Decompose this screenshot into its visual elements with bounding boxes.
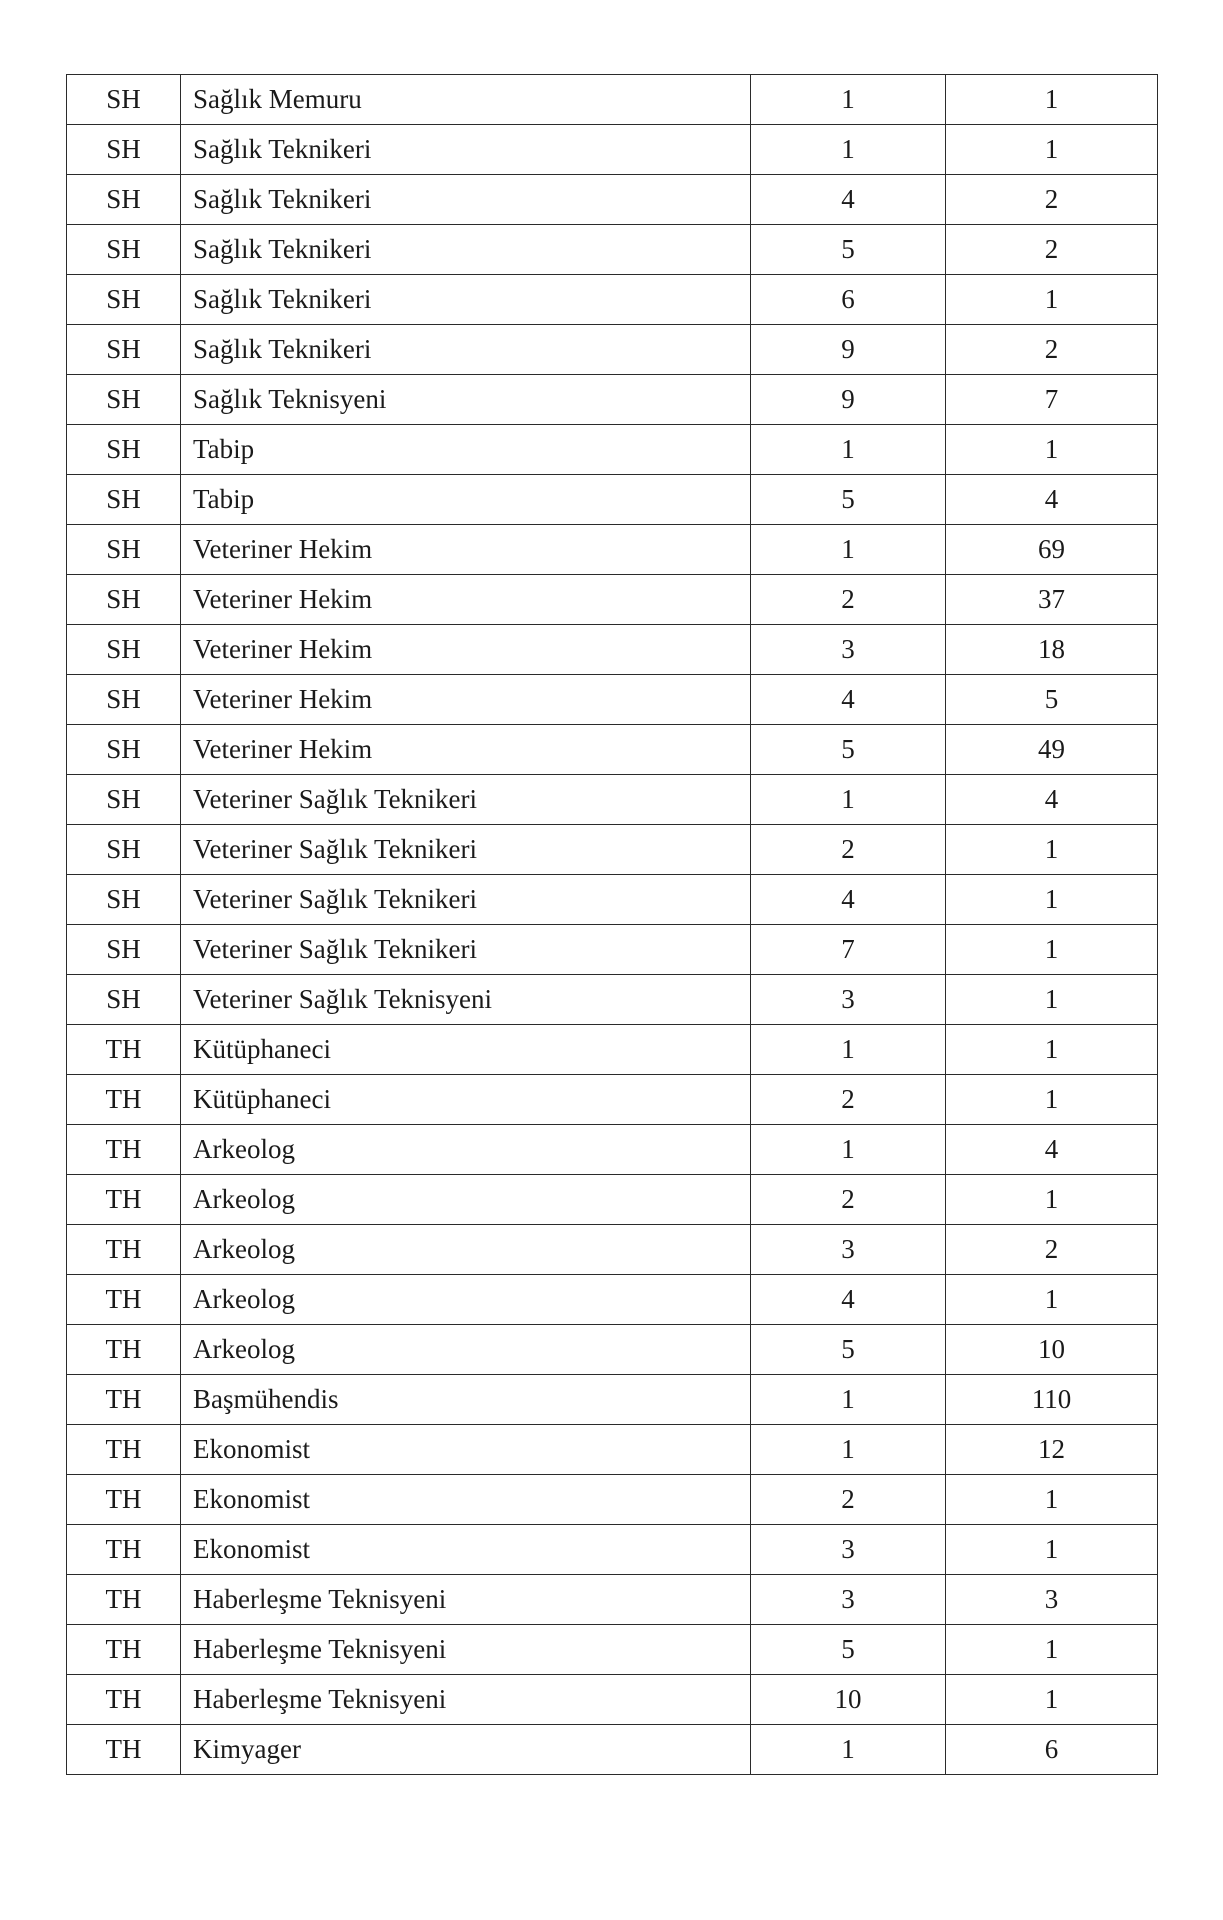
count-cell: 4 (946, 775, 1158, 825)
title-cell: Sağlık Teknikeri (181, 225, 751, 275)
title-cell: Sağlık Teknisyeni (181, 375, 751, 425)
degree-cell: 1 (751, 125, 946, 175)
degree-cell: 1 (751, 1025, 946, 1075)
table-row (67, 625, 1158, 675)
class-cell: SH (67, 675, 181, 725)
class-cell: SH (67, 625, 181, 675)
count-cell: 1 (946, 925, 1158, 975)
title-cell: Arkeolog (181, 1225, 751, 1275)
class-cell: TH (67, 1275, 181, 1325)
title-cell: Ekonomist (181, 1475, 751, 1525)
title-cell: Sağlık Teknikeri (181, 175, 751, 225)
title-cell: Tabip (181, 475, 751, 525)
table-row (67, 375, 1158, 425)
title-cell: Tabip (181, 425, 751, 475)
title-cell: Haberleşme Teknisyeni (181, 1575, 751, 1625)
count-cell: 10 (946, 1325, 1158, 1375)
title-cell: Arkeolog (181, 1175, 751, 1225)
degree-cell: 9 (751, 325, 946, 375)
class-cell: SH (67, 125, 181, 175)
table-row (67, 575, 1158, 625)
class-cell: TH (67, 1175, 181, 1225)
degree-cell: 5 (751, 1625, 946, 1675)
title-cell: Sağlık Teknikeri (181, 125, 751, 175)
class-cell: SH (67, 175, 181, 225)
class-cell: SH (67, 525, 181, 575)
count-cell: 5 (946, 675, 1158, 725)
class-cell: TH (67, 1675, 181, 1725)
class-cell: SH (67, 325, 181, 375)
degree-cell: 7 (751, 925, 946, 975)
title-cell: Sağlık Memuru (181, 75, 751, 125)
table-row (67, 675, 1158, 725)
table-row (67, 225, 1158, 275)
table-row (67, 1025, 1158, 1075)
table-row (67, 75, 1158, 125)
count-cell: 2 (946, 1225, 1158, 1275)
table-row (67, 1575, 1158, 1625)
degree-cell: 5 (751, 1325, 946, 1375)
degree-cell: 5 (751, 725, 946, 775)
title-cell: Ekonomist (181, 1425, 751, 1475)
class-cell: TH (67, 1225, 181, 1275)
class-cell: SH (67, 775, 181, 825)
degree-cell: 3 (751, 1525, 946, 1575)
class-cell: TH (67, 1525, 181, 1575)
table-row (67, 475, 1158, 525)
table-row (67, 425, 1158, 475)
degree-cell: 2 (751, 1175, 946, 1225)
class-cell: TH (67, 1125, 181, 1175)
degree-cell: 1 (751, 1725, 946, 1775)
table-body (67, 75, 1158, 1775)
count-cell: 1 (946, 1075, 1158, 1125)
title-cell: Veteriner Hekim (181, 675, 751, 725)
degree-cell: 1 (751, 1125, 946, 1175)
degree-cell: 3 (751, 1225, 946, 1275)
title-cell: Veteriner Sağlık Teknisyeni (181, 975, 751, 1025)
count-cell: 1 (946, 1675, 1158, 1725)
table-row (67, 1425, 1158, 1475)
class-cell: SH (67, 975, 181, 1025)
degree-cell: 2 (751, 1075, 946, 1125)
degree-cell: 4 (751, 675, 946, 725)
table-row (67, 1225, 1158, 1275)
count-cell: 3 (946, 1575, 1158, 1625)
class-cell: SH (67, 375, 181, 425)
count-cell: 18 (946, 625, 1158, 675)
class-cell: SH (67, 925, 181, 975)
count-cell: 1 (946, 1275, 1158, 1325)
class-cell: TH (67, 1375, 181, 1425)
title-cell: Ekonomist (181, 1525, 751, 1575)
table-row (67, 775, 1158, 825)
table-row (67, 275, 1158, 325)
degree-cell: 4 (751, 1275, 946, 1325)
table-row (67, 1325, 1158, 1375)
count-cell: 1 (946, 275, 1158, 325)
count-cell: 4 (946, 475, 1158, 525)
class-cell: TH (67, 1475, 181, 1525)
table-row (67, 1625, 1158, 1675)
count-cell: 7 (946, 375, 1158, 425)
class-cell: TH (67, 1425, 181, 1475)
count-cell: 49 (946, 725, 1158, 775)
title-cell: Veteriner Sağlık Teknikeri (181, 775, 751, 825)
title-cell: Arkeolog (181, 1325, 751, 1375)
table-row (67, 1075, 1158, 1125)
title-cell: Veteriner Hekim (181, 625, 751, 675)
count-cell: 1 (946, 1025, 1158, 1075)
class-cell: TH (67, 1725, 181, 1775)
count-cell: 12 (946, 1425, 1158, 1475)
table-row (67, 1125, 1158, 1175)
degree-cell: 2 (751, 575, 946, 625)
count-cell: 1 (946, 1175, 1158, 1225)
class-cell: SH (67, 475, 181, 525)
count-cell: 1 (946, 1525, 1158, 1575)
class-cell: TH (67, 1075, 181, 1125)
table-row (67, 875, 1158, 925)
table-row (67, 1175, 1158, 1225)
title-cell: Haberleşme Teknisyeni (181, 1675, 751, 1725)
degree-cell: 1 (751, 775, 946, 825)
count-cell: 1 (946, 975, 1158, 1025)
table-row (67, 1475, 1158, 1525)
title-cell: Başmühendis (181, 1375, 751, 1425)
count-cell: 1 (946, 425, 1158, 475)
degree-cell: 1 (751, 1375, 946, 1425)
count-cell: 4 (946, 1125, 1158, 1175)
title-cell: Sağlık Teknikeri (181, 275, 751, 325)
degree-cell: 2 (751, 1475, 946, 1525)
class-cell: TH (67, 1025, 181, 1075)
degree-cell: 3 (751, 975, 946, 1025)
degree-cell: 3 (751, 625, 946, 675)
title-cell: Veteriner Sağlık Teknikeri (181, 875, 751, 925)
count-cell: 2 (946, 175, 1158, 225)
table-row (67, 1275, 1158, 1325)
class-cell: SH (67, 275, 181, 325)
class-cell: SH (67, 725, 181, 775)
table-row (67, 125, 1158, 175)
class-cell: SH (67, 425, 181, 475)
degree-cell: 4 (751, 175, 946, 225)
count-cell: 1 (946, 1625, 1158, 1675)
count-cell: 2 (946, 325, 1158, 375)
table-row (67, 325, 1158, 375)
title-cell: Arkeolog (181, 1125, 751, 1175)
table-row (67, 975, 1158, 1025)
degree-cell: 1 (751, 425, 946, 475)
count-cell: 1 (946, 875, 1158, 925)
degree-cell: 9 (751, 375, 946, 425)
count-cell: 1 (946, 75, 1158, 125)
count-cell: 6 (946, 1725, 1158, 1775)
count-cell: 69 (946, 525, 1158, 575)
title-cell: Arkeolog (181, 1275, 751, 1325)
degree-cell: 3 (751, 1575, 946, 1625)
title-cell: Veteriner Sağlık Teknikeri (181, 825, 751, 875)
degree-cell: 1 (751, 525, 946, 575)
class-cell: SH (67, 75, 181, 125)
degree-cell: 10 (751, 1675, 946, 1725)
count-cell: 37 (946, 575, 1158, 625)
count-cell: 2 (946, 225, 1158, 275)
count-cell: 1 (946, 1475, 1158, 1525)
degree-cell: 2 (751, 825, 946, 875)
degree-cell: 1 (751, 1425, 946, 1475)
degree-cell: 5 (751, 475, 946, 525)
degree-cell: 5 (751, 225, 946, 275)
table-row (67, 1725, 1158, 1775)
title-cell: Sağlık Teknikeri (181, 325, 751, 375)
title-cell: Veteriner Sağlık Teknikeri (181, 925, 751, 975)
count-cell: 1 (946, 125, 1158, 175)
title-cell: Kütüphaneci (181, 1075, 751, 1125)
table-row (67, 1675, 1158, 1725)
count-cell: 110 (946, 1375, 1158, 1425)
class-cell: SH (67, 225, 181, 275)
table-row (67, 175, 1158, 225)
table-row (67, 725, 1158, 775)
title-cell: Veteriner Hekim (181, 525, 751, 575)
staff-position-table (66, 74, 1158, 1775)
table-row (67, 1375, 1158, 1425)
table-row (67, 925, 1158, 975)
title-cell: Veteriner Hekim (181, 725, 751, 775)
degree-cell: 4 (751, 875, 946, 925)
class-cell: TH (67, 1575, 181, 1625)
class-cell: TH (67, 1325, 181, 1375)
class-cell: SH (67, 825, 181, 875)
title-cell: Veteriner Hekim (181, 575, 751, 625)
class-cell: SH (67, 875, 181, 925)
table-row (67, 525, 1158, 575)
degree-cell: 1 (751, 75, 946, 125)
class-cell: SH (67, 575, 181, 625)
table-row (67, 1525, 1158, 1575)
degree-cell: 6 (751, 275, 946, 325)
title-cell: Kütüphaneci (181, 1025, 751, 1075)
table-row (67, 825, 1158, 875)
count-cell: 1 (946, 825, 1158, 875)
title-cell: Kimyager (181, 1725, 751, 1775)
title-cell: Haberleşme Teknisyeni (181, 1625, 751, 1675)
class-cell: TH (67, 1625, 181, 1675)
